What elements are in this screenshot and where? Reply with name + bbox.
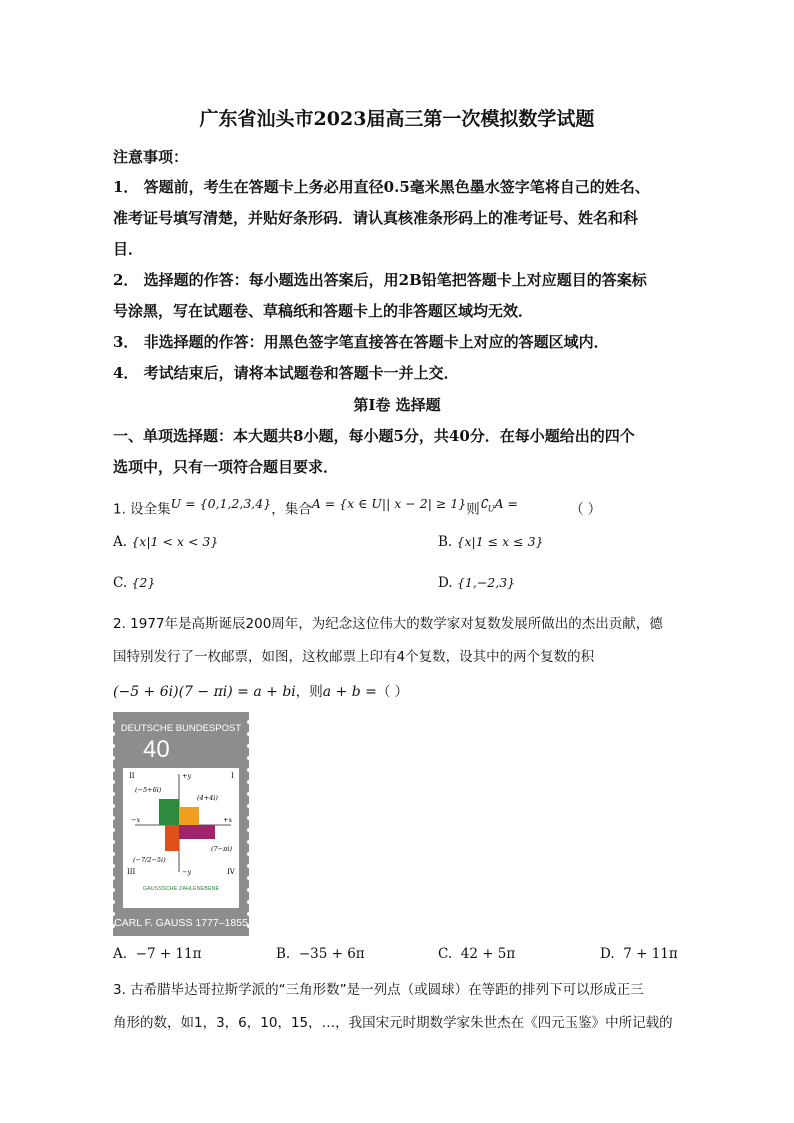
q1-set-a: A = {x ∈ U|| x − 2| ≥ 1} — [311, 496, 467, 511]
notice-line: 准考证号填写清楚，并贴好条形码．请认真核准条形码上的准考证号、姓名和科 — [113, 209, 639, 227]
stamp-green-rect — [159, 799, 179, 825]
stamp-label-green: (−5+6i) — [135, 786, 162, 794]
q1-option-a[interactable]: A. {x|1 < x < 3} — [113, 534, 219, 550]
stamp-purple-rect — [179, 825, 215, 839]
question-2-line — [113, 680, 408, 700]
section-heading: 选项中，只有一项符合题目要求． — [113, 458, 339, 476]
q1-set-u: U = {0,1,2,3,4} — [170, 496, 272, 511]
q2-option-c[interactable]: C. 42 + 5π — [438, 946, 516, 962]
q1-paren: （ ） — [569, 501, 602, 518]
stamp-quadrant-1: I — [231, 772, 234, 780]
question-3-line: 3. 古希腊毕达哥拉斯学派的“三角形数”是一列点（或圆球）在等距的排列下可以形成正三 — [113, 982, 644, 998]
stamp-footer: CARL F. GAUSS 1777–1855 — [114, 917, 248, 929]
question-3-line: 角形的数，如1，3，6，10，15，…，我国宋元时期数学家朱世杰在《四元玉鉴》中所记载的 — [113, 1015, 673, 1031]
q1-text: 则 — [466, 501, 480, 518]
notice-line: 3． 非选择题的作答：用黑色签字笔直接答在答题卡上对应的答题区域内． — [113, 333, 609, 351]
stamp-minus-y: −y — [182, 868, 192, 876]
stamp-red-rect — [165, 825, 179, 851]
stamp-quadrant-3: III — [127, 868, 136, 876]
q2-option-b[interactable]: B. −35 + 6π — [276, 946, 365, 962]
q1-text: 1. 设全集 — [113, 501, 171, 518]
q2-text: ，则 — [295, 684, 323, 700]
stamp-header: DEUTSCHE BUNDESPOST — [120, 723, 242, 734]
volume-title: 第Ⅰ卷 选择题 — [353, 396, 441, 414]
q2-product: (−5 + 6i)(7 − πi) = a + bi — [113, 684, 296, 700]
section-heading: 一、单项选择题：本大题共8小题，每小题5分，共40分．在每小题给出的四个 — [113, 427, 635, 445]
stamp-orange-rect — [179, 807, 199, 825]
stamp-label-orange: (4+4i) — [197, 794, 218, 802]
q1-complement: ∁UA = — [479, 496, 518, 514]
q1-option-c[interactable]: C. {2} — [113, 575, 156, 591]
stamp-plus-y: +y — [182, 772, 192, 780]
stamp-minus-x: −x — [131, 816, 141, 824]
notice-line: 目． — [113, 240, 144, 258]
q1-text: ，集合 — [271, 501, 312, 518]
question-2-line: 2. 1977年是高斯诞辰200周年，为纪念这位伟大的数学家对复数发展所做出的杰出贡献，德 — [113, 616, 663, 632]
q2-option-a[interactable]: A. −7 + 11π — [113, 946, 202, 962]
q2-paren: （ ） — [376, 684, 409, 700]
question-1-stem — [113, 496, 601, 518]
notice-line: 号涂黑，写在试题卷、草稿纸和答题卡上的非答题区域均无效． — [113, 302, 534, 320]
stamp-quadrant-2: II — [129, 772, 135, 780]
notice-line: 4． 考试结束后，请将本试题卷和答题卡一并上交． — [113, 364, 459, 382]
notice-line: 2． 选择题的作答：每小题选出答案后，用2B铅笔把答题卡上对应题目的答案标 — [113, 271, 647, 289]
stamp-value: 40 — [143, 736, 170, 763]
page-title: 广东省汕头市2023届高三第一次模拟数学试题 — [199, 108, 595, 130]
notice-line: 1． 答题前，考生在答题卡上务必用直径0.5毫米黑色墨水签字笔将自己的姓名、 — [113, 178, 650, 196]
stamp-label-red: (−7/2−5i) — [133, 856, 166, 864]
stamp-plus-x: +x — [223, 816, 233, 824]
stamp-quadrant-4: IV — [227, 868, 235, 876]
notice-heading: 注意事项： — [113, 148, 189, 166]
q1-option-b[interactable]: B. {x|1 ≤ x ≤ 3} — [438, 534, 544, 550]
stamp-caption: GAUSSSCHE ZAHLENEBENE — [142, 886, 220, 892]
gauss-stamp-image — [113, 712, 249, 936]
q1-option-d[interactable]: D. {1,−2,3} — [438, 575, 516, 591]
question-2-line: 国特别发行了一枚邮票，如图，这枚邮票上印有4个复数，设其中的两个复数的积 — [113, 649, 595, 665]
stamp-label-purple: (7−πi) — [211, 845, 233, 853]
q2-option-d[interactable]: D. 7 + 11π — [600, 946, 678, 962]
q2-sum: a + b = — [322, 684, 377, 700]
